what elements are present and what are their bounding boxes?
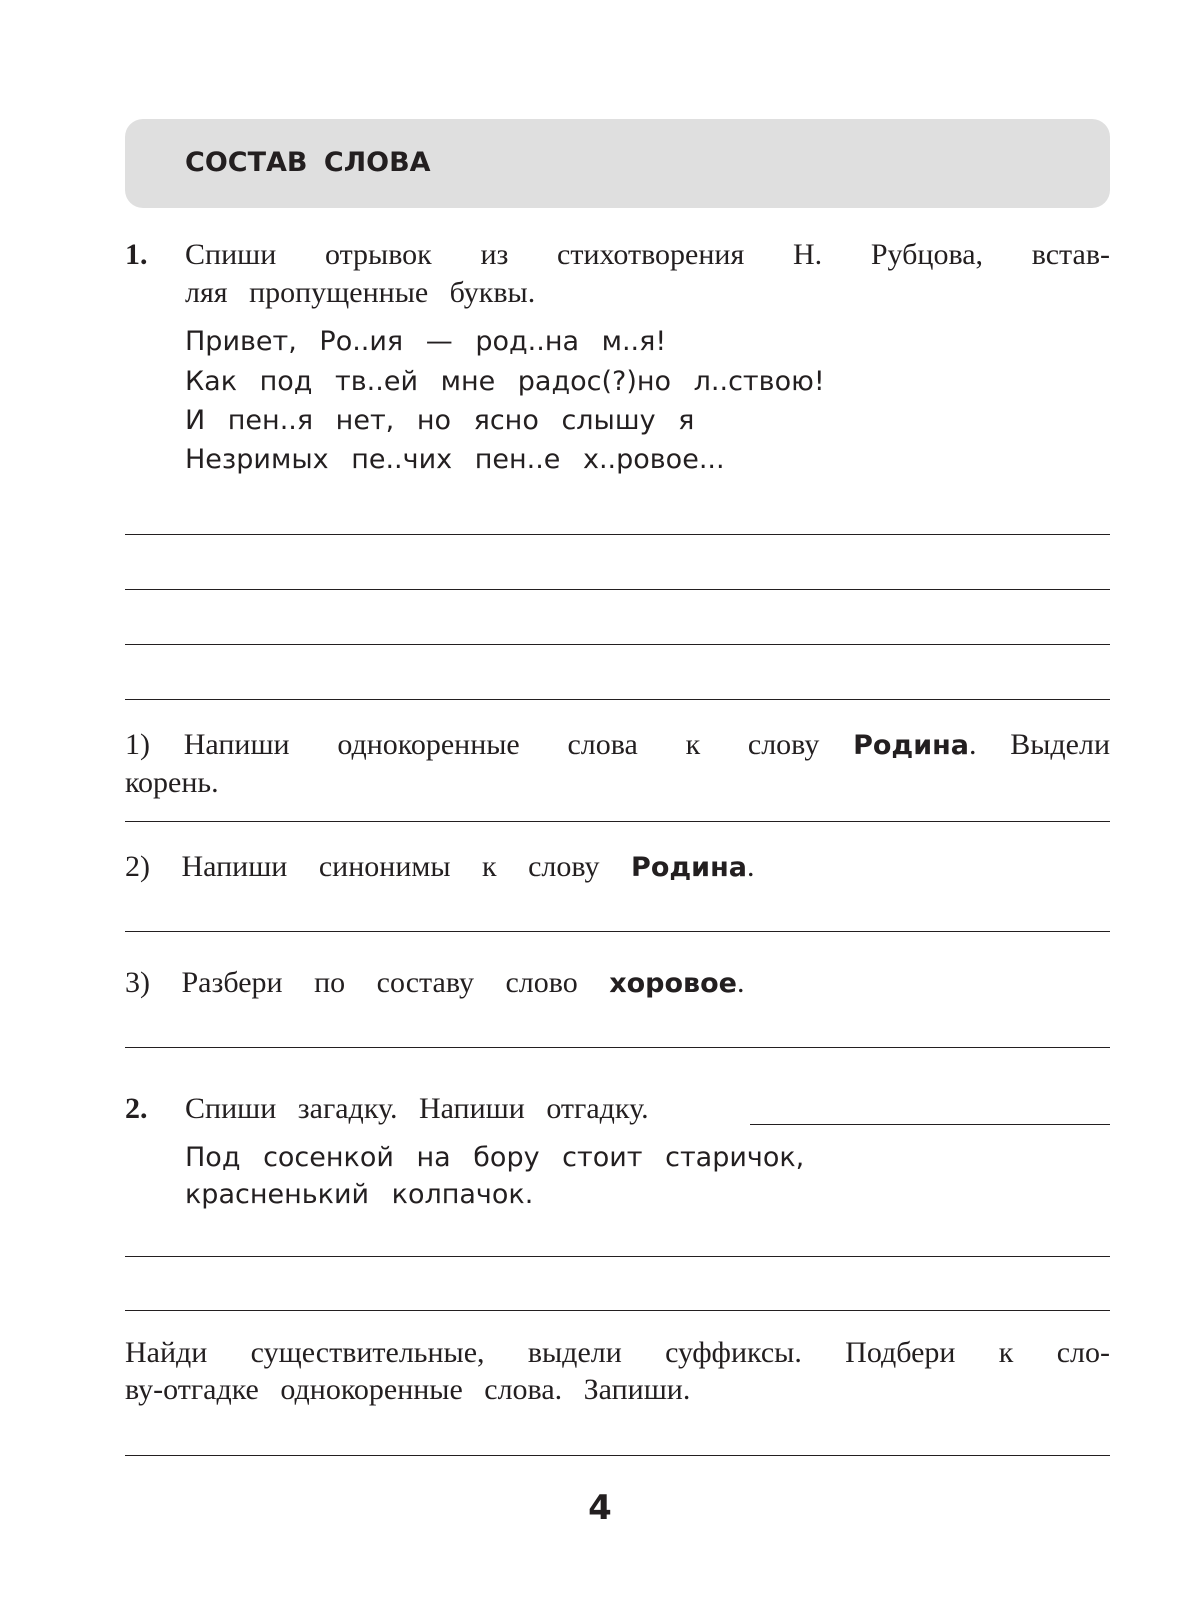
keyword-rodina: Родина [853,730,970,761]
keyword-rodina: Родина [631,852,747,883]
subtask-1-line1 [125,728,1110,762]
answer-line[interactable] [125,1047,1110,1048]
task-2-text: Спиши загадку. Напиши отгадку. [185,1092,649,1125]
task-2-number: 2. [125,1092,148,1125]
section-title: СОСТАВ СЛОВА [185,147,431,178]
section-header [125,119,1110,208]
poem-line-3: И пен..я нет, но ясно слышу я [185,405,695,436]
answer-line[interactable] [125,589,1110,590]
subtask-2-text: Напиши синонимы к слову [181,850,600,883]
answer-line[interactable] [125,931,1110,932]
answer-line[interactable] [125,699,1110,700]
subtask-3-text-end: . [737,966,745,999]
riddle-answer-field[interactable] [750,1124,1110,1125]
task-1-number: 1. [125,238,148,271]
page-number: 4 [588,1488,612,1528]
answer-line[interactable] [125,1310,1110,1311]
subtask-1-text-end: . Выдели [969,728,1111,761]
task-2-instruction-line2: ву-отгадке однокоренные слова. Запиши. [125,1373,691,1406]
answer-line[interactable] [125,1256,1110,1257]
subtask-1-line2: корень. [125,766,219,799]
task-1-text-line1: Спиши отрывок из стихотворения Н. Рубцова, встав- [185,238,1110,271]
subtask-2-label: 2) [125,850,150,883]
answer-line[interactable] [125,821,1110,822]
poem-line-4: Незримых пе..чих пен..е х..ровое... [185,444,725,475]
subtask-1-label: 1) [125,728,150,761]
riddle-line-1: Под сосенкой на бору стоит старичок, [185,1142,805,1173]
riddle-line-2: красненький колпачок. [185,1179,534,1210]
subtask-3-label: 3) [125,966,150,999]
task-1-text-line2: ляя пропущенные буквы. [185,276,536,309]
answer-line[interactable] [125,644,1110,645]
answer-line[interactable] [125,1455,1110,1456]
poem-line-2: Как под тв..ей мне радос(?)но л..ствою! [185,366,825,397]
subtask-1-text: Напиши однокоренные слова к слову [183,728,820,761]
subtask-2-line [125,850,754,884]
subtask-2-text-end: . [746,850,755,883]
subtask-3-text: Разбери по составу слово [181,966,578,999]
subtask-3-line [125,966,745,1000]
keyword-khorovoe: хоровое [609,968,737,999]
poem-line-1: Привет, Ро..ия — род..на м..я! [185,326,667,357]
answer-line[interactable] [125,534,1110,535]
task-2-instruction-line1: Найди существительные, выдели суффиксы. Подбери к сло- [125,1336,1110,1369]
